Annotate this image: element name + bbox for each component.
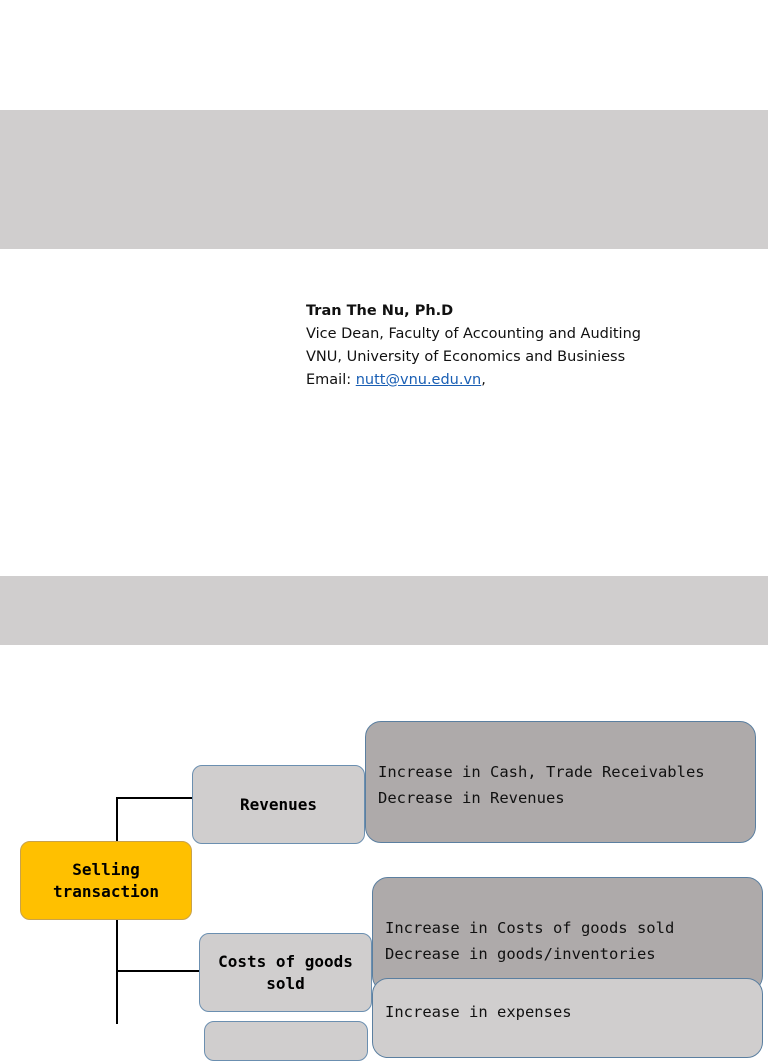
author-title: Vice Dean, Faculty of Accounting and Auditing	[306, 326, 641, 342]
cogs-node	[199, 933, 372, 1012]
expenses-detail-line-1: Increase in expenses	[385, 1003, 572, 1021]
cogs-detail-line-1: Increase in Costs of goods sold	[385, 919, 675, 937]
selling-transaction-node	[20, 841, 192, 920]
connector-vertical-upper	[116, 797, 118, 842]
revenues-node	[192, 765, 365, 844]
revenues-detail-box	[365, 721, 756, 843]
expenses-detail-box	[372, 978, 763, 1058]
email-label: Email:	[306, 372, 356, 388]
cogs-detail-box	[372, 877, 763, 992]
connector-vertical-lower	[116, 920, 118, 1024]
connector-cogs	[116, 970, 200, 972]
author-org: VNU, University of Economics and Businiess	[306, 349, 626, 365]
expenses-node	[204, 1021, 368, 1061]
revenues-detail-line-2: Decrease in Revenues	[378, 789, 565, 807]
author-name: Tran The Nu, Ph.D	[306, 303, 454, 319]
cogs-detail-line-2: Decrease in goods/inventories	[385, 945, 656, 963]
revenues-label: Revenues	[239, 794, 318, 814]
selling-transaction-label: Selling transaction	[53, 859, 159, 901]
cogs-label: Costs of goods sold	[218, 951, 353, 993]
author-block	[306, 300, 641, 392]
header-band	[0, 110, 768, 249]
email-link[interactable]: nutt@vnu.edu.vn	[355, 372, 482, 388]
email-suffix: ,	[481, 372, 486, 388]
section-band	[0, 576, 768, 645]
connector-revenues	[116, 797, 192, 799]
revenues-detail-line-1: Increase in Cash, Trade Receivables	[378, 763, 705, 781]
author-email-line	[306, 369, 641, 392]
